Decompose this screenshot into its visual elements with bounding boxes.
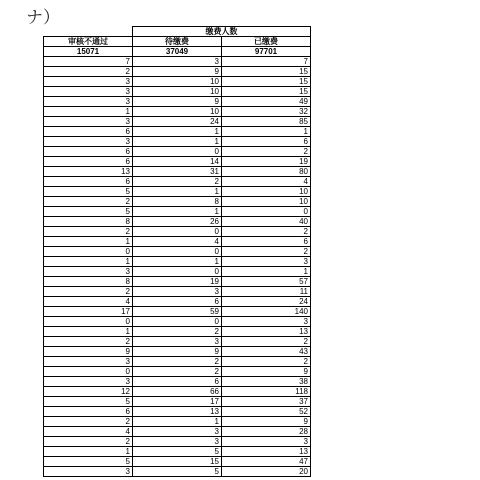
table-cell: 5 (44, 397, 133, 407)
table-cell: 2 (133, 177, 222, 187)
table-cell: 3 (44, 267, 133, 277)
column-header-rejected: 审核不通过 (44, 37, 133, 47)
table-row (44, 277, 311, 287)
table-cell: 31 (133, 167, 222, 177)
table-cell: 2 (44, 67, 133, 77)
table-cell: 3 (44, 357, 133, 367)
table-cell: 1 (133, 207, 222, 217)
table-cell: 80 (222, 167, 311, 177)
table-row (44, 227, 311, 237)
table-cell: 2 (222, 227, 311, 237)
table-cell: 0 (133, 147, 222, 157)
table-cell: 15 (222, 87, 311, 97)
table-cell: 4 (44, 297, 133, 307)
table-cell: 3 (44, 77, 133, 87)
table-cell: 10 (133, 77, 222, 87)
table-cell: 3 (44, 117, 133, 127)
cut-off-title-fragment: ナ） (26, 8, 60, 28)
table-cell: 8 (44, 217, 133, 227)
table-cell: 17 (133, 397, 222, 407)
table-row (44, 447, 311, 457)
table-cell: 15 (222, 67, 311, 77)
table-cell: 0 (44, 247, 133, 257)
table-cell: 3 (44, 87, 133, 97)
table-cell: 2 (222, 247, 311, 257)
table-cell: 49 (222, 97, 311, 107)
table-cell: 3 (44, 97, 133, 107)
column-header-pending-payment: 待缴费 (133, 37, 222, 47)
table-cell: 3 (44, 377, 133, 387)
table-cell: 1 (44, 327, 133, 337)
table-cell: 140 (222, 307, 311, 317)
table-row (44, 247, 311, 257)
table-cell: 3 (44, 137, 133, 147)
table-cell: 0 (44, 317, 133, 327)
table-cell: 19 (133, 277, 222, 287)
table-row (44, 177, 311, 187)
table-row (44, 167, 311, 177)
table-cell: 85 (222, 117, 311, 127)
table-cell: 3 (133, 427, 222, 437)
table-cell: 5 (133, 447, 222, 457)
table-cell: 17 (44, 307, 133, 317)
table-cell: 10 (133, 107, 222, 117)
table-cell: 1 (133, 257, 222, 267)
table-row (44, 457, 311, 467)
table-cell: 13 (222, 447, 311, 457)
table-cell: 7 (222, 57, 311, 67)
table-cell: 1 (222, 127, 311, 137)
table-row (44, 417, 311, 427)
table-cell: 6 (133, 377, 222, 387)
table-cell: 57 (222, 277, 311, 287)
table-cell: 2 (44, 227, 133, 237)
table-cell: 26 (133, 217, 222, 227)
table-row (44, 387, 311, 397)
table-cell: 1 (222, 267, 311, 277)
table-cell: 8 (133, 197, 222, 207)
table-cell: 9 (44, 347, 133, 357)
column-header-paid: 已缴费 (222, 37, 311, 47)
table-cell: 2 (222, 357, 311, 367)
table-cell: 0 (133, 267, 222, 277)
table-row (44, 147, 311, 157)
table-row (44, 467, 311, 477)
table-cell: 3 (222, 317, 311, 327)
table-row (44, 267, 311, 277)
table-cell: 13 (133, 407, 222, 417)
table-row (44, 237, 311, 247)
table-row (44, 57, 311, 67)
table-row (44, 107, 311, 117)
table-row (44, 97, 311, 107)
table-cell: 5 (44, 207, 133, 217)
table-cell: 2 (133, 357, 222, 367)
table-cell: 59 (133, 307, 222, 317)
table-cell: 2 (222, 337, 311, 347)
table-row (44, 67, 311, 77)
table-row (44, 437, 311, 447)
table-cell: 0 (133, 227, 222, 237)
table-cell: 1 (133, 137, 222, 147)
table-row (44, 217, 311, 227)
table-cell: 3 (133, 437, 222, 447)
table-cell: 6 (44, 127, 133, 137)
table-cell: 14 (133, 157, 222, 167)
table-row (44, 137, 311, 147)
empty-corner-cell (44, 27, 133, 37)
table-cell: 3 (133, 337, 222, 347)
table-cell: 10 (222, 187, 311, 197)
table-cell: 3 (133, 287, 222, 297)
table-row (44, 297, 311, 307)
table-cell: 38 (222, 377, 311, 387)
total-rejected: 15071 (44, 47, 133, 57)
table-cell: 5 (133, 467, 222, 477)
table-cell: 20 (222, 467, 311, 477)
table-cell: 66 (133, 387, 222, 397)
column-header-row (44, 37, 311, 47)
table-cell: 0 (133, 317, 222, 327)
table-cell: 9 (222, 367, 311, 377)
table-cell: 15 (222, 77, 311, 87)
table-row (44, 117, 311, 127)
table-row (44, 307, 311, 317)
table-row (44, 197, 311, 207)
table-cell: 9 (133, 67, 222, 77)
table-row (44, 87, 311, 97)
table-cell: 0 (133, 247, 222, 257)
table-cell: 3 (222, 437, 311, 447)
table-cell: 2 (44, 417, 133, 427)
table-cell: 4 (222, 177, 311, 187)
table-cell: 7 (44, 57, 133, 67)
table-cell: 1 (44, 257, 133, 267)
table-cell: 1 (44, 237, 133, 247)
table-row (44, 207, 311, 217)
table-cell: 6 (133, 297, 222, 307)
table-cell: 10 (222, 197, 311, 207)
table-cell: 6 (44, 407, 133, 417)
table-cell: 3 (222, 257, 311, 267)
table-cell: 118 (222, 387, 311, 397)
table-row (44, 427, 311, 437)
table-cell: 2 (44, 197, 133, 207)
table-cell: 0 (222, 207, 311, 217)
table-cell: 0 (44, 367, 133, 377)
table-cell: 2 (44, 437, 133, 447)
table-cell: 19 (222, 157, 311, 167)
table-row (44, 187, 311, 197)
table-cell: 37 (222, 397, 311, 407)
table-row (44, 327, 311, 337)
table-cell: 1 (133, 127, 222, 137)
table-cell: 2 (133, 367, 222, 377)
table-row (44, 287, 311, 297)
table-cell: 13 (44, 167, 133, 177)
table-cell: 11 (222, 287, 311, 297)
table-cell: 1 (44, 107, 133, 117)
total-paid: 97701 (222, 47, 311, 57)
table-row (44, 357, 311, 367)
table-cell: 9 (133, 97, 222, 107)
table-cell: 2 (222, 147, 311, 157)
table-row (44, 127, 311, 137)
table-cell: 32 (222, 107, 311, 117)
total-pending-payment: 37049 (133, 47, 222, 57)
table-cell: 6 (44, 157, 133, 167)
totals-row (44, 47, 311, 57)
table-cell: 3 (133, 57, 222, 67)
table-cell: 3 (44, 467, 133, 477)
table-cell: 2 (133, 327, 222, 337)
table-cell: 24 (133, 117, 222, 127)
table-cell: 13 (222, 327, 311, 337)
table-cell: 5 (44, 187, 133, 197)
group-header-row (44, 27, 311, 37)
table-cell: 6 (44, 147, 133, 157)
table-row (44, 347, 311, 357)
table-cell: 9 (133, 347, 222, 357)
table-cell: 5 (44, 457, 133, 467)
table-row (44, 377, 311, 387)
table-cell: 28 (222, 427, 311, 437)
table-row (44, 337, 311, 347)
table-cell: 10 (133, 87, 222, 97)
table-row (44, 367, 311, 377)
payment-count-table (43, 26, 311, 477)
table-cell: 4 (133, 237, 222, 247)
table-cell: 43 (222, 347, 311, 357)
table-cell: 1 (44, 447, 133, 457)
table-cell: 6 (222, 137, 311, 147)
table-cell: 1 (133, 187, 222, 197)
table-cell: 9 (222, 417, 311, 427)
group-header-cell: 缴费人数 (133, 27, 311, 37)
table-cell: 6 (44, 177, 133, 187)
table-row (44, 157, 311, 167)
table-row (44, 397, 311, 407)
table-cell: 8 (44, 277, 133, 287)
table-row (44, 77, 311, 87)
table-cell: 4 (44, 427, 133, 437)
table-cell: 1 (133, 417, 222, 427)
table-cell: 40 (222, 217, 311, 227)
table-row (44, 407, 311, 417)
table-row (44, 257, 311, 267)
table-cell: 52 (222, 407, 311, 417)
table-cell: 47 (222, 457, 311, 467)
table-cell: 2 (44, 287, 133, 297)
table-row (44, 317, 311, 327)
table-cell: 12 (44, 387, 133, 397)
table-cell: 24 (222, 297, 311, 307)
table-cell: 6 (222, 237, 311, 247)
table-cell: 15 (133, 457, 222, 467)
table-cell: 2 (44, 337, 133, 347)
